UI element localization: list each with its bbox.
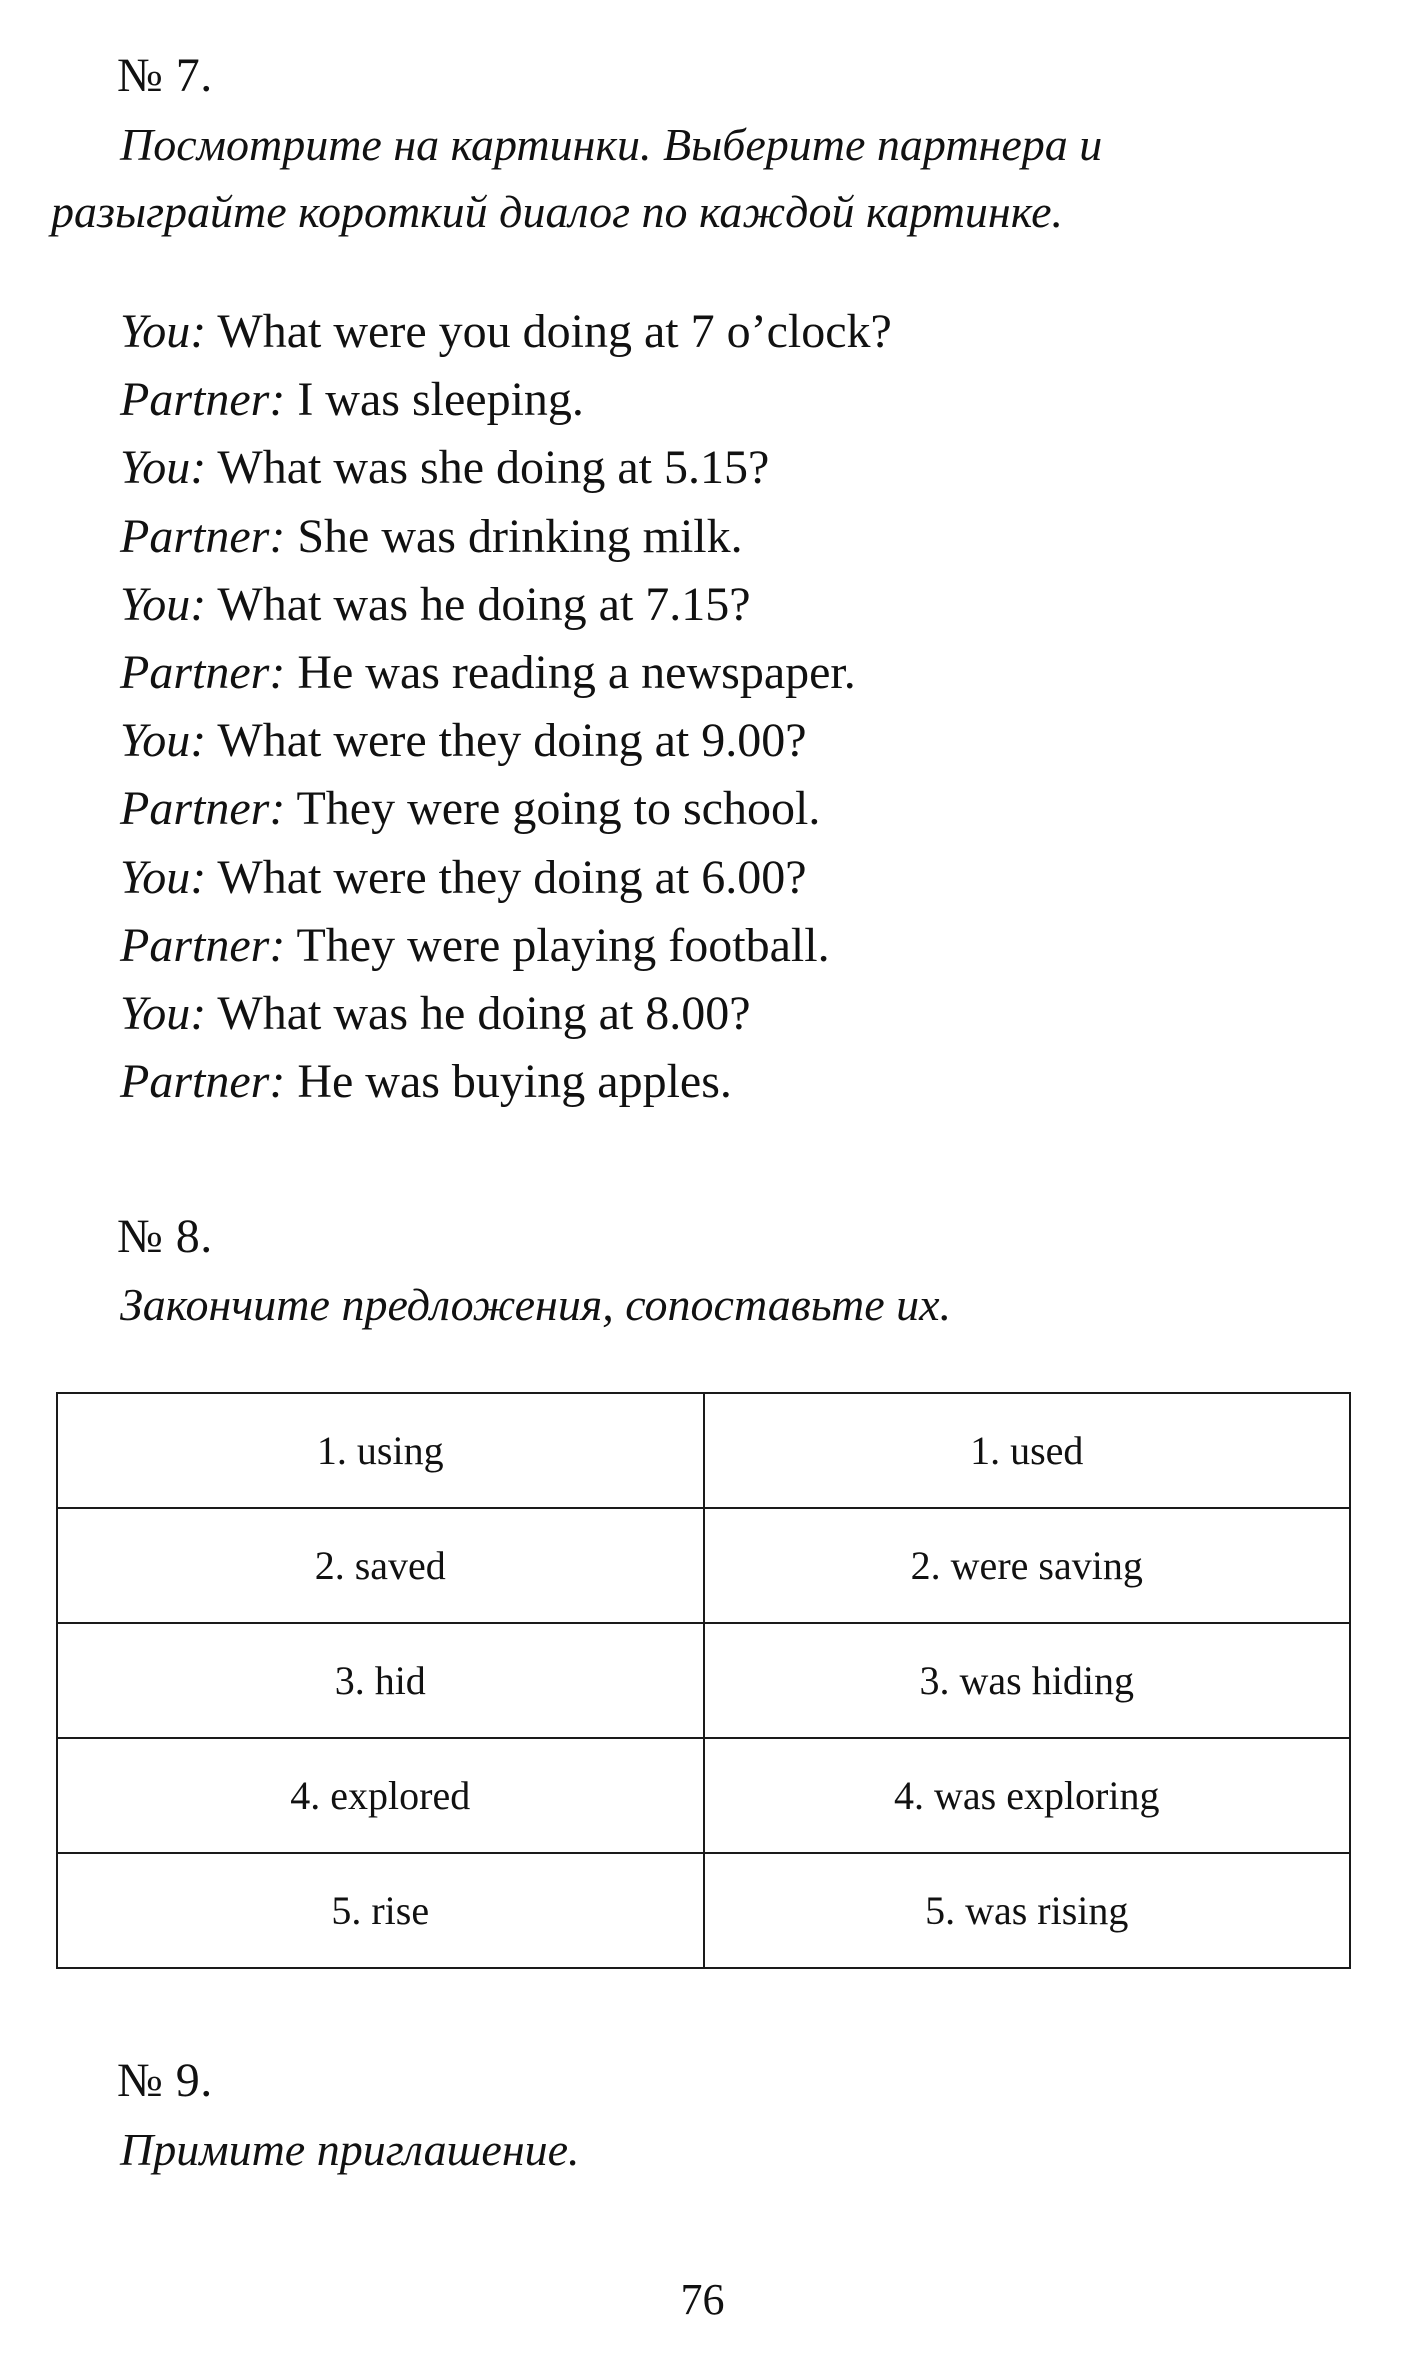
table-row — [57, 1623, 1350, 1738]
dialogue-speaker: You: — [120, 441, 207, 495]
dialogue-speaker: Partner: — [120, 373, 286, 427]
exercise-9-instruction: Примите приглашение. — [120, 2124, 580, 2175]
dialogue-speaker: You: — [120, 577, 207, 631]
dialogue-text: I was sleeping. — [285, 373, 584, 427]
table-cell: 1. using — [57, 1393, 704, 1508]
table-cell: 2. were saving — [704, 1508, 1351, 1623]
page-number: 76 — [680, 2275, 725, 2324]
table-cell: 2. saved — [57, 1508, 704, 1623]
dialogue-speaker: Partner: — [120, 1055, 286, 1109]
dialogue-text: What were they doing at 6.00? — [206, 850, 807, 904]
table-row — [57, 1393, 1350, 1508]
exercise-7-instruction-line-1: Посмотрите на картинки. Выберите партнера и — [120, 119, 1103, 170]
dialogue-speaker: Partner: — [120, 782, 286, 836]
dialogue-text: They were going to school. — [285, 782, 821, 836]
matching-table — [56, 1392, 1351, 1969]
dialogue-speaker: Partner: — [120, 918, 286, 972]
dialogue-speaker: Partner: — [120, 645, 286, 699]
exercise-8-instruction: Закончите предложения, сопоставьте их. — [120, 1279, 952, 1330]
dialogue-speaker: You: — [120, 714, 207, 768]
table-row — [57, 1738, 1350, 1853]
exercise-9-number: № 9. — [117, 2054, 213, 2107]
dialogue-text: She was drinking milk. — [285, 509, 743, 563]
dialogue-line — [120, 707, 1320, 775]
dialogue-line — [120, 639, 1320, 707]
dialogue-line — [120, 980, 1320, 1048]
dialogue-text: They were playing football. — [285, 918, 830, 972]
dialogue-line — [120, 298, 1320, 366]
table-cell: 4. was exploring — [704, 1738, 1351, 1853]
dialogue-line — [120, 1048, 1320, 1116]
table-cell: 3. hid — [57, 1623, 704, 1738]
dialogue-speaker: You: — [120, 850, 207, 904]
table-row — [57, 1853, 1350, 1968]
table-row — [57, 1508, 1350, 1623]
exercise-7-instruction-line-2: разыграйте короткий диалог по каждой картинке. — [51, 186, 1064, 237]
dialogue-text: He was buying apples. — [285, 1055, 732, 1109]
dialogue-line — [120, 912, 1320, 980]
dialogue-speaker: Partner: — [120, 509, 286, 563]
table-cell: 4. explored — [57, 1738, 704, 1853]
dialogue-line — [120, 775, 1320, 843]
table-cell: 5. was rising — [704, 1853, 1351, 1968]
exercise-8-number: № 8. — [117, 1210, 213, 1263]
dialogue-text: What was he doing at 8.00? — [206, 986, 751, 1040]
dialogue-line — [120, 366, 1320, 434]
exercise-7-number: № 7. — [117, 49, 213, 102]
exercise-7-dialogue — [120, 298, 1320, 1116]
dialogue-line — [120, 503, 1320, 571]
dialogue-text: What were they doing at 9.00? — [206, 714, 807, 768]
dialogue-line — [120, 434, 1320, 502]
table-cell: 3. was hiding — [704, 1623, 1351, 1738]
dialogue-text: What was he doing at 7.15? — [206, 577, 751, 631]
dialogue-text: What was she doing at 5.15? — [206, 441, 770, 495]
dialogue-line — [120, 571, 1320, 639]
dialogue-text: What were you doing at 7 o’clock? — [206, 305, 892, 358]
table-cell: 5. rise — [57, 1853, 704, 1968]
dialogue-line — [120, 844, 1320, 912]
dialogue-speaker: You: — [120, 986, 207, 1040]
dialogue-text: He was reading a newspaper. — [285, 645, 856, 699]
table-cell: 1. used — [704, 1393, 1351, 1508]
dialogue-speaker: You: — [120, 305, 207, 358]
